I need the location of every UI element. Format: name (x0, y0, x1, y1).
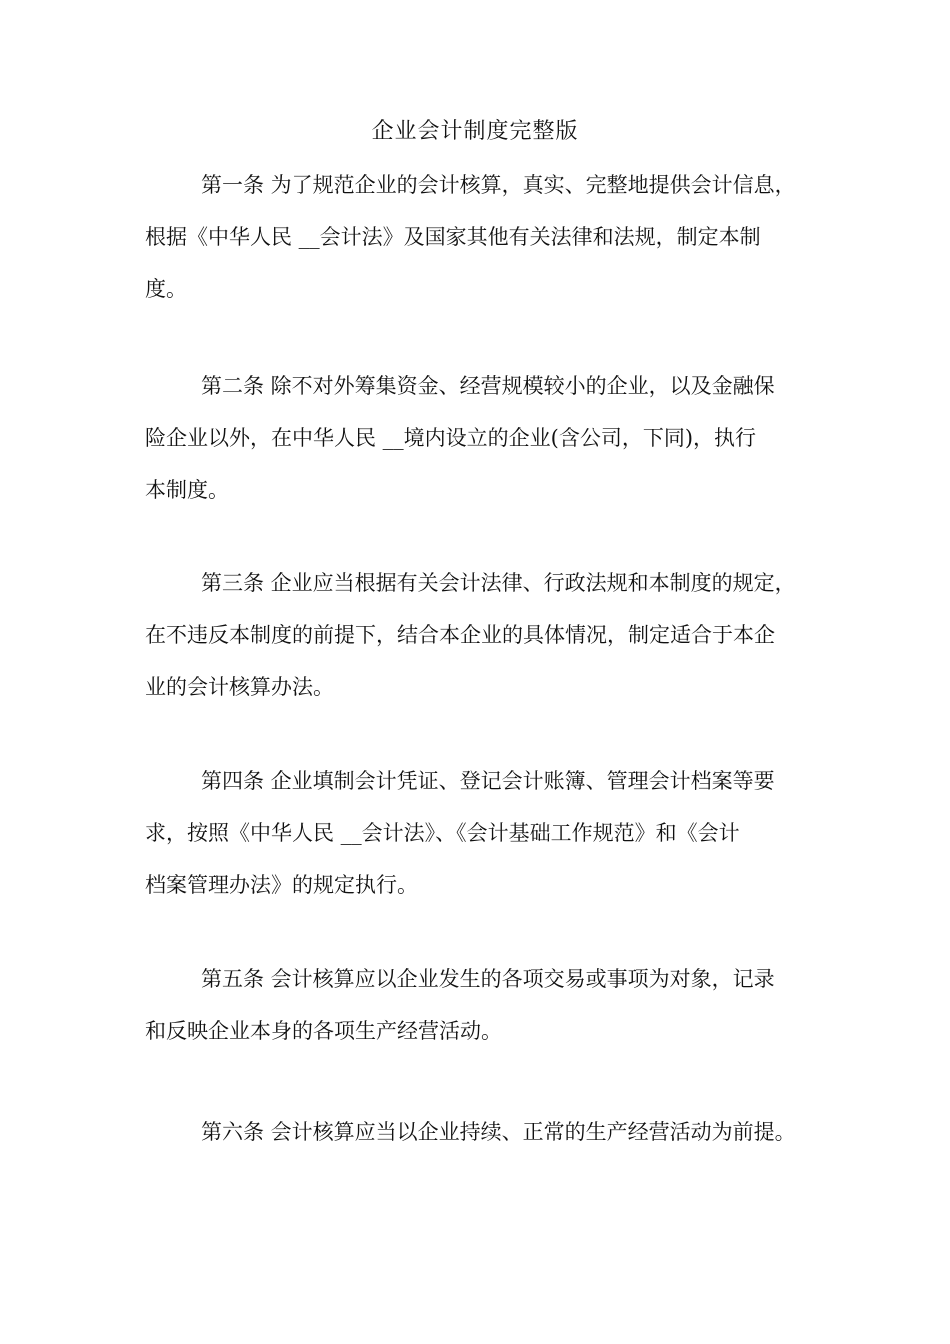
article-1 (145, 159, 825, 315)
article-4 (145, 755, 825, 911)
article-line: 第二条 除不对外筹集资金、经营规模较小的企业，以及金融保 (201, 374, 775, 398)
article-line: 第一条 为了规范企业的会计核算，真实、完整地提供会计信息， (201, 173, 796, 197)
article-line: 求，按照《中华人民 __会计法》、《会计基础工作规范》和《会计 (145, 821, 740, 845)
article-line: 第四条 企业填制会计凭证、登记会计账簿、管理会计档案等要 (201, 769, 775, 793)
article-6 (145, 1106, 825, 1158)
article-2 (145, 360, 825, 516)
article-line: 本制度。 (145, 478, 229, 502)
article-line: 度。 (145, 277, 187, 301)
article-line: 业的会计核算办法。 (145, 675, 334, 699)
document-title: 企业会计制度完整版 (371, 119, 579, 144)
article-line: 和反映企业本身的各项生产经营活动。 (145, 1019, 502, 1043)
article-line: 第三条 企业应当根据有关会计法律、行政法规和本制度的规定， (201, 571, 796, 595)
article-line: 根据《中华人民 __会计法》及国家其他有关法律和法规，制定本制 (145, 225, 761, 249)
article-3 (145, 557, 825, 713)
article-line: 档案管理办法》的规定执行。 (145, 873, 418, 897)
article-line: 在不违反本制度的前提下，结合本企业的具体情况，制定适合于本企 (145, 623, 775, 647)
article-line: 险企业以外，在中华人民 __境内设立的企业(含公司，下同)，执行 (145, 426, 757, 450)
article-5 (145, 953, 825, 1057)
article-line: 第五条 会计核算应以企业发生的各项交易或事项为对象，记录 (201, 967, 775, 991)
article-line: 第六条 会计核算应当以企业持续、正常的生产经营活动为前提。 (201, 1120, 796, 1144)
